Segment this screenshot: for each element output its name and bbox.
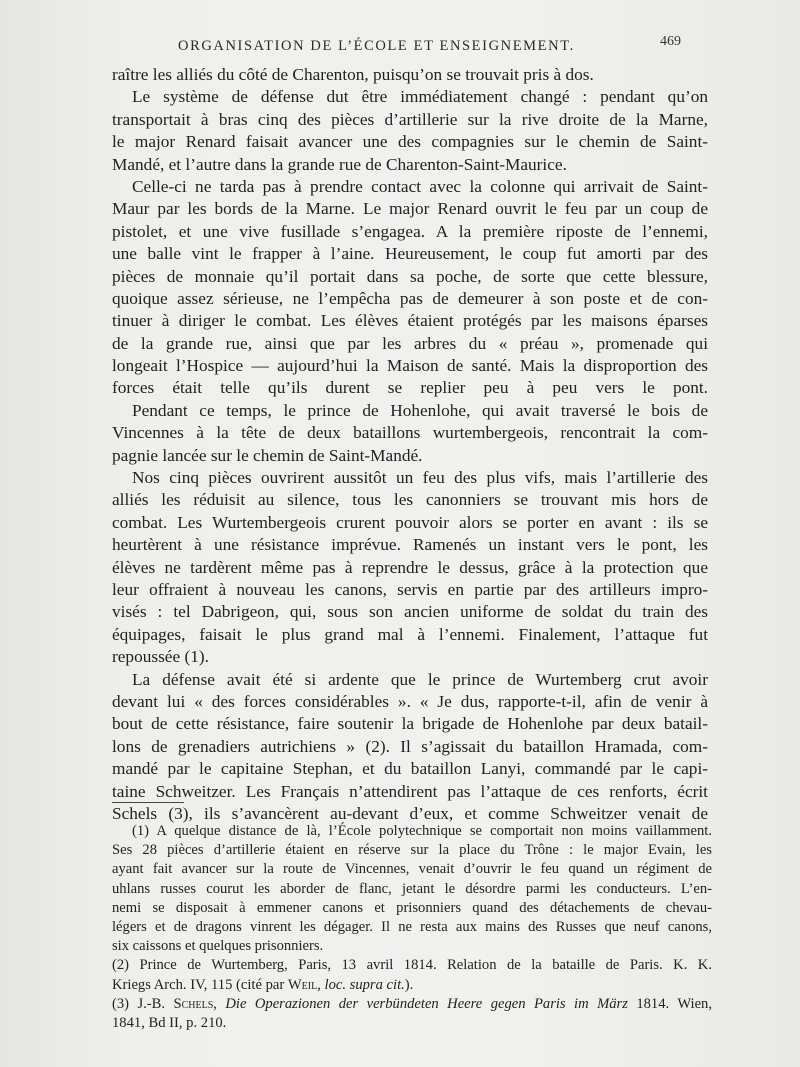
text-line: combat. Les Wurtembergeois crurent pouvoir alors se porter en avant : ils se <box>112 512 708 532</box>
cited-author: Weil <box>287 976 318 993</box>
text-line: transportait à bras cinq des pièces d’artillerie sur la rive droite de la Marne, <box>112 109 708 129</box>
cited-title: Die Operazionen der verbündeten Heere gegen Paris im März <box>225 995 628 1012</box>
text-line: pagnie lancée sur le chemin de Saint-Mandé. <box>112 445 423 465</box>
footnote-text: Kriegs Arch. IV, 115 (cité par <box>112 976 288 993</box>
footnote-2 <box>112 956 712 994</box>
footnote-1 <box>112 822 712 956</box>
text-line: pièces de monnaie qu’il portait dans sa poche, de sorte que cette blessure, <box>112 266 708 286</box>
running-title: ORGANISATION DE L’ÉCOLE ET ENSEIGNEMENT. <box>178 38 575 54</box>
footnote-text: , <box>213 995 226 1012</box>
text-line: Le système de défense dut être immédiatement changé : pendant qu’on <box>132 87 708 107</box>
text-line: quoique assez sérieuse, ne l’empêcha pas de demeurer à son poste et de con- <box>112 288 708 308</box>
text-line: taine Schweitzer. Les Français n’attendirent pas l’attaque de ces renforts, écrit <box>112 781 708 801</box>
text-line: repoussée (1). <box>112 647 209 667</box>
text-line: visés : tel Dabrigeon, qui, sous son ancien uniforme de soldat du train des <box>112 602 708 622</box>
citation-loc: loc. supra cit. <box>324 976 405 993</box>
text-line: Schels (3), ils s’avancèrent au-devant d’eux, et comme Schweitzer venait de <box>112 803 708 823</box>
text-line: La défense avait été si ardente que le prince de Wurtemberg crut avoir <box>132 669 708 689</box>
footnote-text: (3) J.-B. <box>112 995 174 1012</box>
text-line: Celle-ci ne tarda pas à prendre contact avec la colonne qui arrivait de Saint- <box>132 176 708 196</box>
footnote-line: ayant fait avancer sur la route de Vincennes, venait d’ouvrir le feu quand un régiment de <box>112 861 712 878</box>
text-line: leur offraient à nouveau les canons, servis en partie par des artilleurs impro- <box>112 579 708 599</box>
text-line: heurtèrent à une résistance imprévue. Ramenés un instant vers le pont, les <box>112 535 708 555</box>
text-line: équipages, faisait le plus grand mal à l’ennemi. Finalement, l’attaque fut <box>112 624 708 644</box>
text-line: forces était telle qu’ils durent se replier peu à peu vers le pont. <box>112 378 708 398</box>
text-line: Mandé, et l’autre dans la grande rue de Charenton-Saint-Maurice. <box>112 154 567 174</box>
text-line: devant lui « des forces considérables ». « Je dus, rapporte-t-il, afin de venir à <box>112 691 708 711</box>
body-text <box>112 64 708 825</box>
footnote-text: , <box>317 976 325 993</box>
footnote-line: Ses 28 pièces d’artillerie étaient en réserve sur la place du Trône : le major Evain, les <box>112 842 712 859</box>
text-line: lons de grenadiers autrichiens » (2). Il s’agissait du bataillon Hramada, com- <box>112 736 708 756</box>
text-line: Maur par les bords de la Marne. Le major Renard ouvrit le feu par un coup de <box>112 199 708 219</box>
footnote-line: six caissons et quelques prisonniers. <box>112 938 324 955</box>
text-line: Nos cinq pièces ouvrirent aussitôt un feu des plus vifs, mais l’artillerie des <box>132 468 708 488</box>
running-head <box>0 34 800 58</box>
text-line: bout de cette résistance, faire soutenir la brigade de Hohenlohe par deux batail- <box>112 714 708 734</box>
page-number: 469 <box>660 34 681 49</box>
footnote-text: 1814. Wien, <box>627 995 712 1012</box>
text-line: une balle vint le frapper à l’aine. Heureusement, le coup fut amorti par des <box>112 244 708 264</box>
footnotes <box>112 822 712 1033</box>
footnote-line: nemi se disposait à emmener canons et prisonniers quand des détachements de chevau- <box>112 899 712 916</box>
text-line: mandé par le capitaine Stephan, et du bataillon Lanyi, commandé par le capi- <box>112 759 708 779</box>
footnote-line: 1841, Bd II, p. 210. <box>112 1014 227 1031</box>
text-line: Vincennes à la tête de deux bataillons wurtembergeois, rencontrait la com- <box>112 423 708 443</box>
text-line: alliés les réduisit au silence, tous les canonniers se trouvant mis hors de <box>112 490 708 510</box>
footnote-line: (2) Prince de Wurtemberg, Paris, 13 avril 1814. Relation de la bataille de Paris. K. K. <box>112 957 712 974</box>
cited-author: Schels <box>173 995 214 1012</box>
text-line: élèves ne tardèrent même pas à reprendre le dessus, grâce à la protection que <box>112 557 708 577</box>
footnote-line: uhlans russes courut les aborder de flanc, jetant le désordre parmi les conducteurs. L’en- <box>112 880 712 897</box>
text-line: le major Renard faisait avancer une des compagnies sur le chemin de Saint- <box>112 132 708 152</box>
text-line: de la grande rue, ainsi que par les arbres du « préau », promenade qui <box>112 333 708 353</box>
footnote-line <box>112 976 712 995</box>
text-line: pistolet, et une vive fusillade s’engagea. A la première riposte de l’ennemi, <box>112 221 708 241</box>
footnote-line: (1) A quelque distance de là, l’École polytechnique se comportait non moins vaillamment. <box>132 823 712 839</box>
text-line: longeait l’Hospice — aujourd’hui la Maison de santé. Mais la disproportion des <box>112 356 708 376</box>
footnote-rule <box>112 802 184 803</box>
text-line: Pendant ce temps, le prince de Hohenlohe, qui avait traversé le bois de <box>132 400 708 420</box>
footnote-line: légers et de dragons vinrent les dégager. Il ne resta aux mains des Russes que neuf canons, <box>112 918 712 935</box>
footnote-text: ). <box>404 976 414 993</box>
text-line: raître les alliés du côté de Charenton, puisqu’on se trouvait pris à dos. <box>112 65 594 84</box>
footnote-3 <box>112 995 712 1033</box>
footnote-line <box>112 995 712 1014</box>
text-line: tinuer à diriger le combat. Les élèves étaient protégés par les maisons éparses <box>112 311 708 331</box>
